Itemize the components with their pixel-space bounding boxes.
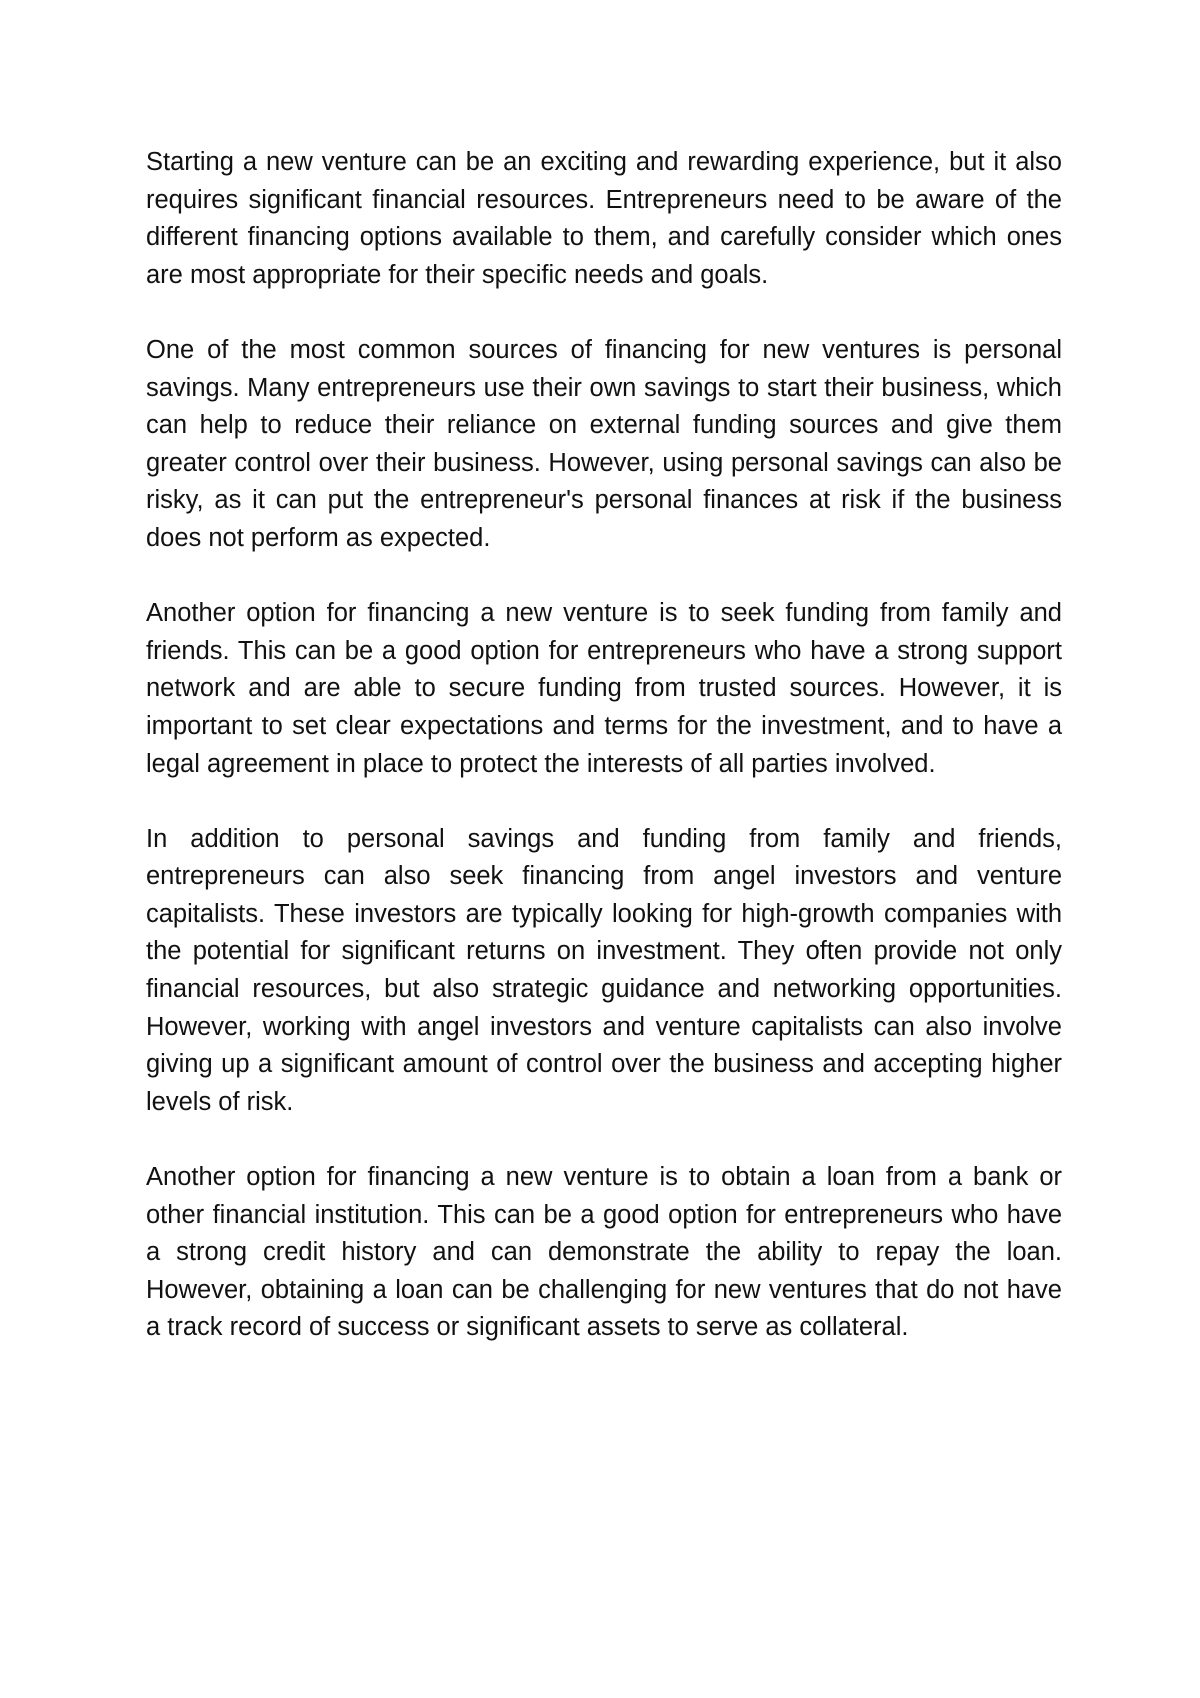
paragraph: One of the most common sources of financing for new ventures is personal savings. Many entrepreneurs use their own savings to start their business, which can help to reduce their reliance on external funding sources and give them greater control over their business. However, using personal savings can also be risky, as it can put the entrepreneur's personal finances at risk if the business does not perform as expected. (146, 335, 1062, 552)
paragraph: Another option for financing a new venture is to obtain a loan from a bank or other financial institution. This can be a good option for entrepreneurs who have a strong credit history and can demonstrate the ability to repay the loan. However, obtaining a loan can be challenging for new ventures that do not have a track record of success or significant assets to serve as collateral. (146, 1163, 1062, 1342)
paragraph: In addition to personal savings and funding from family and friends, entrepreneurs can also seek financing from angel investors and venture capitalists. These investors are typically looking for high-growth companies with the potential for significant returns on investment. They often provide not only financial resources, but also strategic guidance and networking opportunities. However, working with angel investors and venture capitalists can also involve giving up a significant amount of control over the business and accepting higher levels of risk. (146, 824, 1062, 1116)
paragraph: Starting a new venture can be an exciting and rewarding experience, but it also requires significant financial resources. Entrepreneurs need to be aware of the different financing options available to them, and carefully consider which ones are most appropriate for their specific needs and goals. (146, 148, 1062, 289)
paragraph: Another option for financing a new venture is to seek funding from family and friends. This can be a good option for entrepreneurs who have a strong support network and are able to secure funding from trusted sources. However, it is important to set clear expectations and terms for the investment, and to have a legal agreement in place to protect the interests of all parties involved. (146, 599, 1062, 778)
document-body (146, 144, 1062, 1347)
